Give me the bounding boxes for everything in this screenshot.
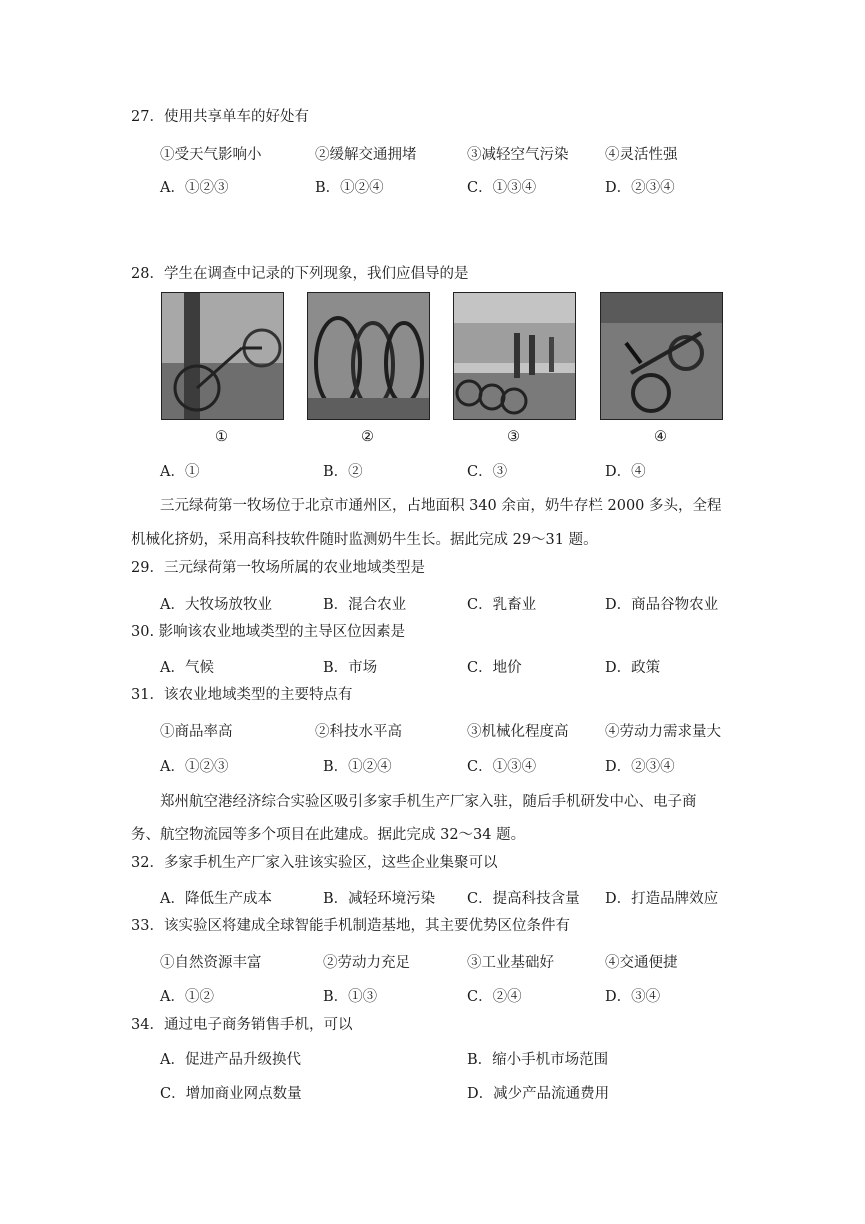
q33-option-c: C．②④ bbox=[467, 989, 522, 1005]
q31-item-4: ④劳动力需求量大 bbox=[605, 724, 721, 740]
q33-item-3: ③工业基础好 bbox=[467, 955, 554, 971]
q31-stem: 31．该农业地域类型的主要特点有 bbox=[131, 687, 353, 703]
photo-caption-4: ④ bbox=[654, 429, 667, 445]
photo-bike-wheels-rack bbox=[307, 292, 430, 420]
q27-option-b: B．①②④ bbox=[315, 180, 384, 196]
q31-option-d: D．②③④ bbox=[605, 759, 675, 775]
q27-item-3: ③减轻空气污染 bbox=[467, 147, 569, 163]
q30-option-a: A．气候 bbox=[160, 660, 214, 676]
q34-option-a: A．促进产品升级换代 bbox=[160, 1052, 301, 1068]
q28-option-b: B．② bbox=[323, 464, 363, 480]
passage2-line1: 郑州航空港经济综合实验区吸引多家手机生产厂家入驻，随后手机研发中心、电子商 bbox=[160, 794, 697, 810]
q29-option-b: B．混合农业 bbox=[323, 597, 407, 613]
q29-stem: 29．三元绿荷第一牧场所属的农业地域类型是 bbox=[131, 560, 425, 576]
q32-option-c: C．提高科技含量 bbox=[467, 891, 580, 907]
q27-item-1: ①受天气影响小 bbox=[160, 147, 262, 163]
photo-caption-3: ③ bbox=[507, 429, 520, 445]
q28-option-a: A．① bbox=[160, 464, 200, 480]
q29-option-d: D．商品谷物农业 bbox=[605, 597, 719, 613]
q34-option-b: B．缩小手机市场范围 bbox=[467, 1052, 609, 1068]
q27-item-2: ②缓解交通拥堵 bbox=[315, 147, 417, 163]
q33-item-2: ②劳动力充足 bbox=[323, 955, 410, 971]
q33-item-4: ④交通便捷 bbox=[605, 955, 678, 971]
q34-stem: 34．通过电子商务销售手机，可以 bbox=[131, 1017, 353, 1033]
passage1-line2: 机械化挤奶，采用高科技软件随时监测奶牛生长。据此完成 29～31 题。 bbox=[131, 532, 598, 548]
q27-item-4: ④灵活性强 bbox=[605, 147, 678, 163]
photo-bikes-parked-row bbox=[453, 292, 576, 420]
q29-option-a: A．大牧场放牧业 bbox=[160, 597, 272, 613]
passage1-line1: 三元绿荷第一牧场位于北京市通州区，占地面积 340 余亩，奶牛存栏 2000 多头，全程 bbox=[160, 498, 722, 514]
q28-stem: 28．学生在调查中记录的下列现象，我们应倡导的是 bbox=[131, 266, 469, 282]
q33-option-d: D．③④ bbox=[605, 989, 661, 1005]
q34-option-c: C．增加商业网点数量 bbox=[160, 1086, 302, 1102]
q31-option-c: C．①③④ bbox=[467, 759, 537, 775]
q27-option-a: A．①②③ bbox=[160, 180, 229, 196]
photo-bike-locked-to-tree bbox=[161, 292, 284, 420]
q32-option-d: D．打造品牌效应 bbox=[605, 891, 719, 907]
q34-option-d: D．减少产品流通费用 bbox=[467, 1086, 610, 1102]
passage2-line2: 务、航空物流园等多个项目在此建成。据此完成 32～34 题。 bbox=[131, 827, 526, 843]
photo-caption-2: ② bbox=[361, 429, 374, 445]
q28-option-d: D．④ bbox=[605, 464, 646, 480]
q33-item-1: ①自然资源丰富 bbox=[160, 955, 262, 971]
q30-option-c: C．地价 bbox=[467, 660, 522, 676]
q29-option-c: C．乳畜业 bbox=[467, 597, 537, 613]
q31-item-1: ①商品率高 bbox=[160, 724, 233, 740]
q32-stem: 32．多家手机生产厂家入驻该实验区，这些企业集聚可以 bbox=[131, 855, 498, 871]
q30-stem: 30. 影响该农业地域类型的主导区位因素是 bbox=[131, 624, 406, 640]
q33-option-a: A．①② bbox=[160, 989, 214, 1005]
q27-option-c: C．①③④ bbox=[467, 180, 537, 196]
q27-option-d: D．②③④ bbox=[605, 180, 675, 196]
q33-option-b: B．①③ bbox=[323, 989, 378, 1005]
q30-option-b: B．市场 bbox=[323, 660, 378, 676]
photo-bikes-fallen bbox=[600, 292, 723, 420]
q31-option-a: A．①②③ bbox=[160, 759, 229, 775]
q31-option-b: B．①②④ bbox=[323, 759, 392, 775]
photo-caption-1: ① bbox=[215, 429, 228, 445]
q33-stem: 33．该实验区将建成全球智能手机制造基地，其主要优势区位条件有 bbox=[131, 918, 570, 934]
q31-item-2: ②科技水平高 bbox=[315, 724, 402, 740]
q28-option-c: C．③ bbox=[467, 464, 508, 480]
q32-option-b: B．减轻环境污染 bbox=[323, 891, 436, 907]
q32-option-a: A．降低生产成本 bbox=[160, 891, 272, 907]
q31-item-3: ③机械化程度高 bbox=[467, 724, 569, 740]
q30-option-d: D．政策 bbox=[605, 660, 661, 676]
q27-stem: 27．使用共享单车的好处有 bbox=[131, 109, 309, 125]
